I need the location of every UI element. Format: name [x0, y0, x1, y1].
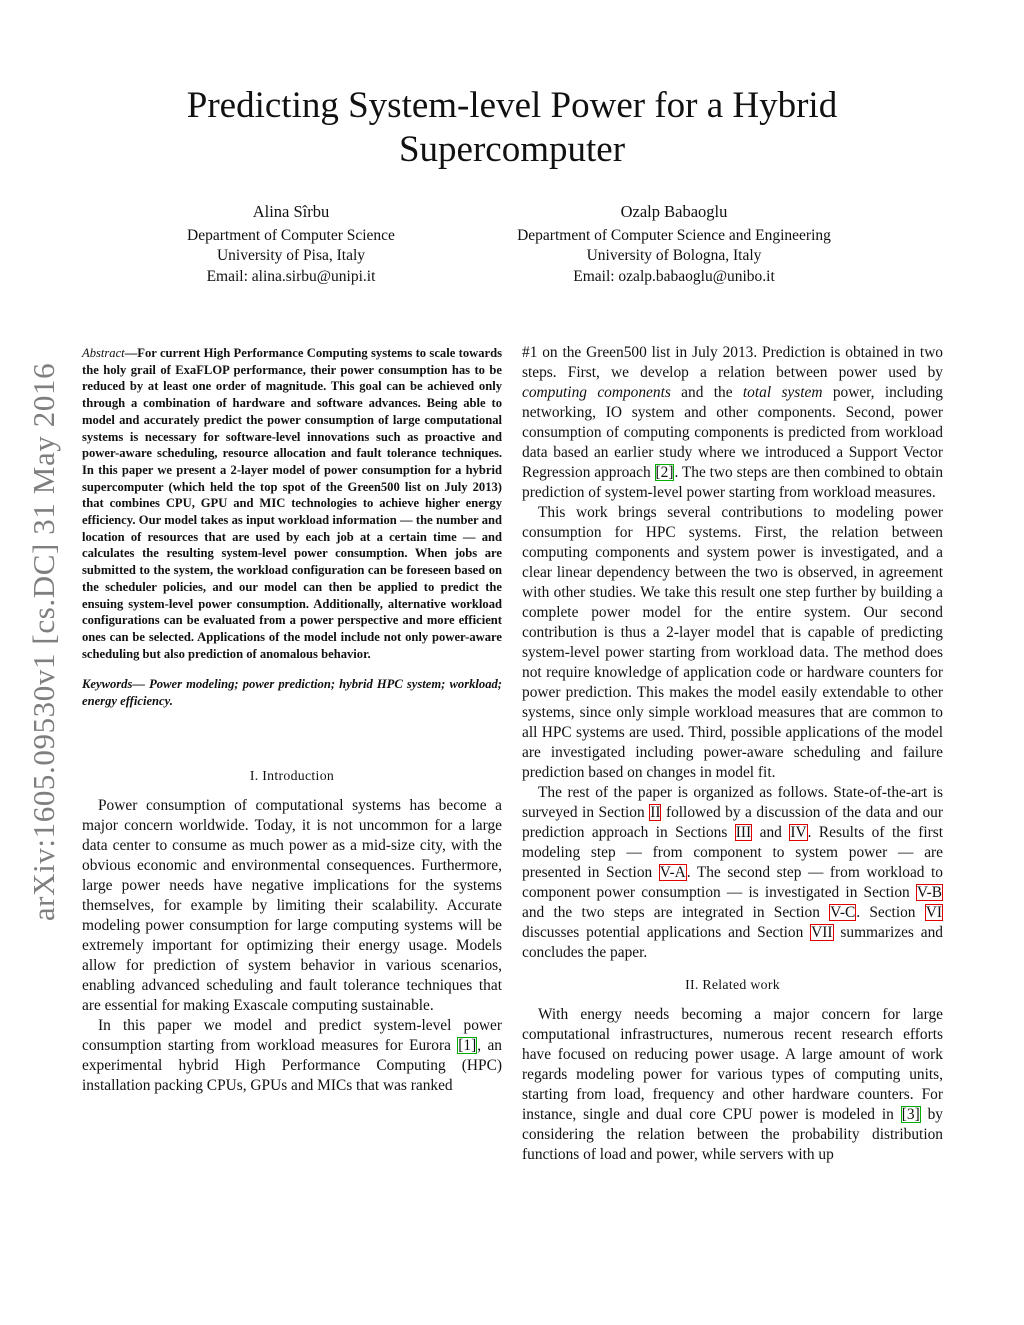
right-paragraph-3	[522, 783, 943, 963]
section-link-V-B[interactable]: V-B	[916, 884, 942, 901]
abstract-lead: Abstract	[82, 346, 125, 360]
paper-title	[0, 84, 1024, 172]
citation-link-1[interactable]: [1]	[458, 1036, 477, 1054]
section-link-V-C[interactable]: V-C	[830, 904, 856, 921]
text-span: and the two steps are integrated in Section	[522, 904, 830, 921]
keywords: Keywords— Power modeling; power prediction; hybrid HPC system; workload; energy efficiency.	[82, 677, 502, 709]
text-span: . Section	[856, 904, 925, 921]
text-span: The rest of the paper is organized as follows. State-of-the-art is surveyed in Section	[522, 784, 943, 821]
intro-paragraph-1: Power consumption of computational systems has become a major concern worldwide. Today, it is not uncommon for a large data center to consume as much power as a mid-size city, with the obvious economic and environmental consequences. Furthermore, large power needs have negative implications for the systems themselves, for example by limiting their scalability. Accurate modeling power consumption for large computing systems will be extremely important for optimizing their energy usage. Models allow for prediction of system behavior in various scenarios, enabling advanced scheduling and fault tolerance techniques that are essential for making Exascale computing sustainable.	[82, 796, 502, 1014]
text-span: . The two steps are then combined to obtain prediction of system-level power starting from workload measures.	[522, 464, 944, 501]
section-heading-related-work: II. Related work	[685, 977, 780, 992]
section-link-IV[interactable]: IV	[790, 824, 807, 841]
author-email: Email: alina.sirbu@unipi.it	[206, 267, 376, 285]
section-link-VII[interactable]: VII	[811, 924, 833, 941]
author-email: Email: ozalp.babaoglu@unibo.it	[573, 267, 775, 285]
right-paragraph-2: This work brings several contributions to modeling power consumption for HPC systems. First, the relation between computing components and system power is investigated, and a clear linear dependency between the two is observed, in agreement with other studies. We take this result one step further by building a complete power model for the entire system. Our second contribution is thus a 2-layer model that is capable of predicting system-level power starting from workload data. The method does not require knowledge of application code or hardware counters for power prediction. This makes the model easily extendable to other systems, since only simple workload measures that are common to all HPC systems are used. Third, possible applications of the model are investigated including power-aware scheduling and failure prediction based on changes in model fit.	[522, 504, 943, 781]
left-column	[82, 345, 502, 1096]
text-span: . Results of the first modeling step — from component to system power — are presented in Section	[522, 824, 944, 881]
right-column	[522, 343, 943, 1165]
citation-link-3[interactable]: [3]	[901, 1106, 920, 1123]
text-span: and	[752, 824, 790, 841]
text-span: discusses potential applications and Section	[522, 924, 811, 941]
section-link-V-A[interactable]: V-A	[659, 864, 686, 881]
abstract-text: —For current High Performance Computing systems to scale towards the holy grail of ExaFLOP performance, their power consumption has to be reduced by at least one order of magnitude. This goal can be achieved only through a combination of hardware and software advances. Being able to model and accurately predict the power consumption of large computational systems is necessary for software-level innovations such as proactive and power-aware scheduling, resource allocation and fault tolerance techniques. In this paper we present a 2-layer model of power consumption for a hybrid supercomputer (which held the top spot of the Green500 list on July 2013) that combines CPU, GPU and MIC technologies to achieve higher energy efficiency. Our model takes as input workload information — the number and location of resources that are used by each job at a certain time — and calculates the resulting system-level power consumption. When jobs are submitted to the system, the workload configuration can be foreseen based on the scheduler policies, and our model can then be applied to predict the ensuing system-level power consumption. Additionally, alternative workload configurations can be evaluated from a power perspective and more efficient ones can be selected. Applications of the model include not only power-aware scheduling but also prediction of anomalous behavior.	[82, 346, 502, 661]
text-span: With energy needs becoming a major concern for large computational infrastructures, numerous recent research efforts have focused on reducing power usage. A large amount of work regards modeling power for various types of computing units, starting from load, frequency and other hardware counters. For instance, single and dual core CPU power is modeled in	[522, 1006, 943, 1123]
citation-link-2[interactable]: [2]	[655, 464, 674, 481]
title-line-2: Supercomputer	[398, 129, 626, 170]
text-span: In this paper we model and predict system-level power consumption starting from workload measures for Eurora	[82, 1016, 502, 1054]
text-span: followed by a discussion of the data and our prediction approach in Sections	[522, 804, 943, 841]
text-span: . The second step — from workload to component power consumption — is investigated in Section	[522, 864, 943, 901]
abstract	[82, 345, 502, 662]
author-name: Alina Sîrbu	[252, 202, 330, 221]
intro-paragraph-2	[82, 1016, 502, 1096]
text-span: by considering the relation between the probability distribution functions of load and power, while servers with up	[522, 1106, 943, 1163]
arxiv-stamp: arXiv:1605.09530v1 [cs.DC] 31 May 2016	[26, 362, 61, 922]
author-dept: Department of Computer Science	[187, 226, 395, 244]
text-span: , an experimental hybrid High Performance Computing (HPC) installation packing CPUs, GPUs and MICs that was ranked	[82, 1036, 502, 1094]
author-block-2	[474, 202, 874, 287]
text-span: power, including networking, IO system and other components. Second, power consumption of computing components is predicted from workload data based an earlier study where we introduced a Support Vector Regression approach	[522, 384, 943, 481]
related-paragraph-1	[522, 1005, 943, 1165]
section-link-III[interactable]: III	[735, 824, 752, 841]
author-univ: University of Pisa, Italy	[216, 247, 366, 264]
title-line-1: Predicting System-level Power for a Hybrid	[186, 85, 838, 126]
section-link-VI[interactable]: VI	[925, 904, 942, 921]
section-heading-introduction: I. Introduction	[249, 767, 335, 783]
author-name: Ozalp Babaoglu	[620, 202, 728, 221]
text-span: and the	[670, 384, 743, 401]
text-span: #1 on the Green500 list in July 2013. Prediction is obtained in two steps. First, we develop a relation between power used by	[522, 344, 943, 381]
emphasis: total system	[742, 384, 823, 401]
author-block-1	[141, 202, 441, 287]
text-span: summarizes and concludes the paper.	[522, 924, 943, 961]
author-dept: Department of Computer Science and Engineering	[517, 226, 831, 244]
section-link-II[interactable]: II	[650, 804, 661, 821]
author-univ: University of Bologna, Italy	[586, 247, 762, 264]
emphasis: computing components	[522, 384, 671, 401]
right-paragraph-1	[522, 343, 943, 503]
